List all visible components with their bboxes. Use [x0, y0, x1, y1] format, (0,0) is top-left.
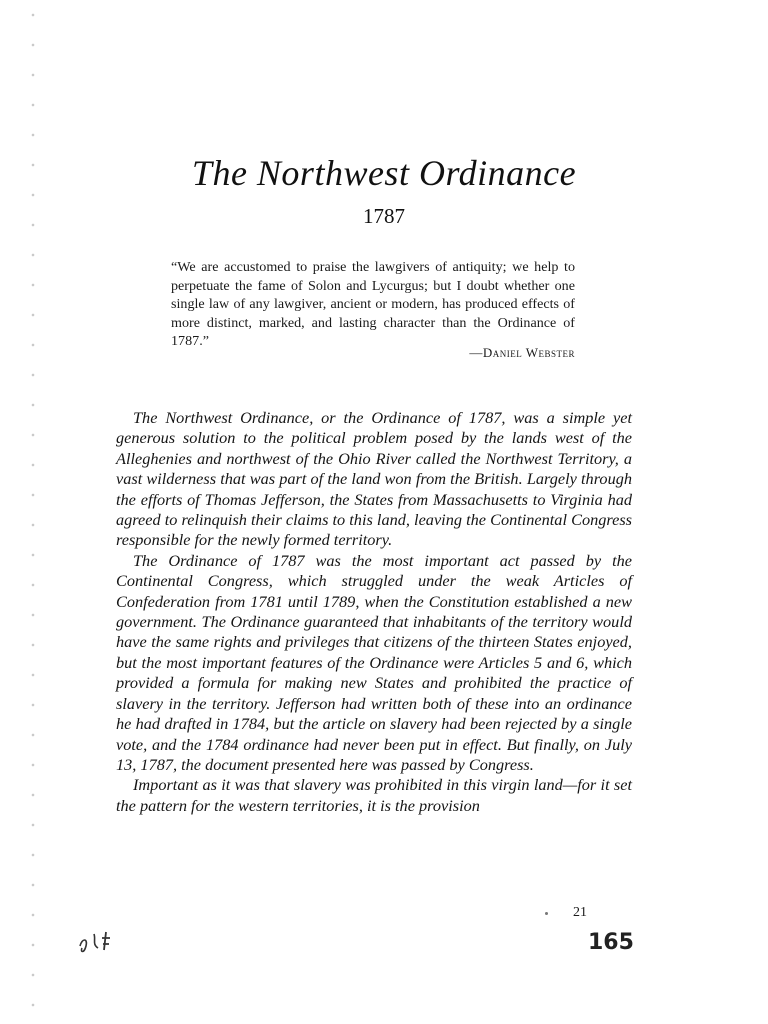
document-year: 1787	[363, 204, 405, 228]
document-title: The Northwest Ordinance	[191, 153, 577, 193]
paragraph: The Northwest Ordinance, or the Ordinance of 1787, was a simple yet generous solution to the political problem posed by the lands west of the Alleghenies and northwest of the Ohio River called the Northwest Territory, a vast wilderness that was part of the land won from the British. Largely through the efforts of Thomas Jefferson, the States from Massachusetts to Virginia had agreed to relinquish their claims to this land, leaving the Continental Congress responsible for the newly formed territory.	[116, 408, 632, 550]
paragraph: The Ordinance of 1787 was the most important act passed by the Continental Congress, which struggled under the weak Articles of Confederation from 1781 until 1789, when the Constitution established a new government. The Ordinance guaranteed that inhabitants of the territory would have the same rights and privileges that citizens of the thirteen States enjoyed, but the most important features of the Ordinance were Articles 5 and 6, which provided a formula for making new States and prohibited the practice of slavery in the territory. Jefferson had written both of these into an ordinance he had drafted in 1784, but the article on slavery had been rejected by a single vote, and the 1784 ordinance had never been put in effect. But finally, on July 13, 1787, the document presented here was passed by Congress.	[116, 550, 632, 774]
paragraph: Important as it was that slavery was prohibited in this virgin land—for it set the pattern for the western territories, it is the provision	[116, 775, 632, 815]
epigraph-quote: “We are accustomed to praise the lawgivers of antiquity; we help to perpetuate the fame of Solon and Lycurgus; but I doubt whether one single law of any lawgiver, ancient or modern, has produced effects of more distinct, marked, and lasting character than the Ordinance of 1787.”	[171, 259, 575, 349]
page-number: 21	[573, 905, 587, 920]
body-text	[116, 408, 632, 816]
scan-speck	[545, 912, 548, 915]
handwritten-mark	[76, 926, 128, 954]
epigraph-attribution	[420, 345, 575, 361]
attribution-text: —Daniel Webster	[469, 345, 575, 360]
stamp-number: 165	[588, 930, 634, 955]
